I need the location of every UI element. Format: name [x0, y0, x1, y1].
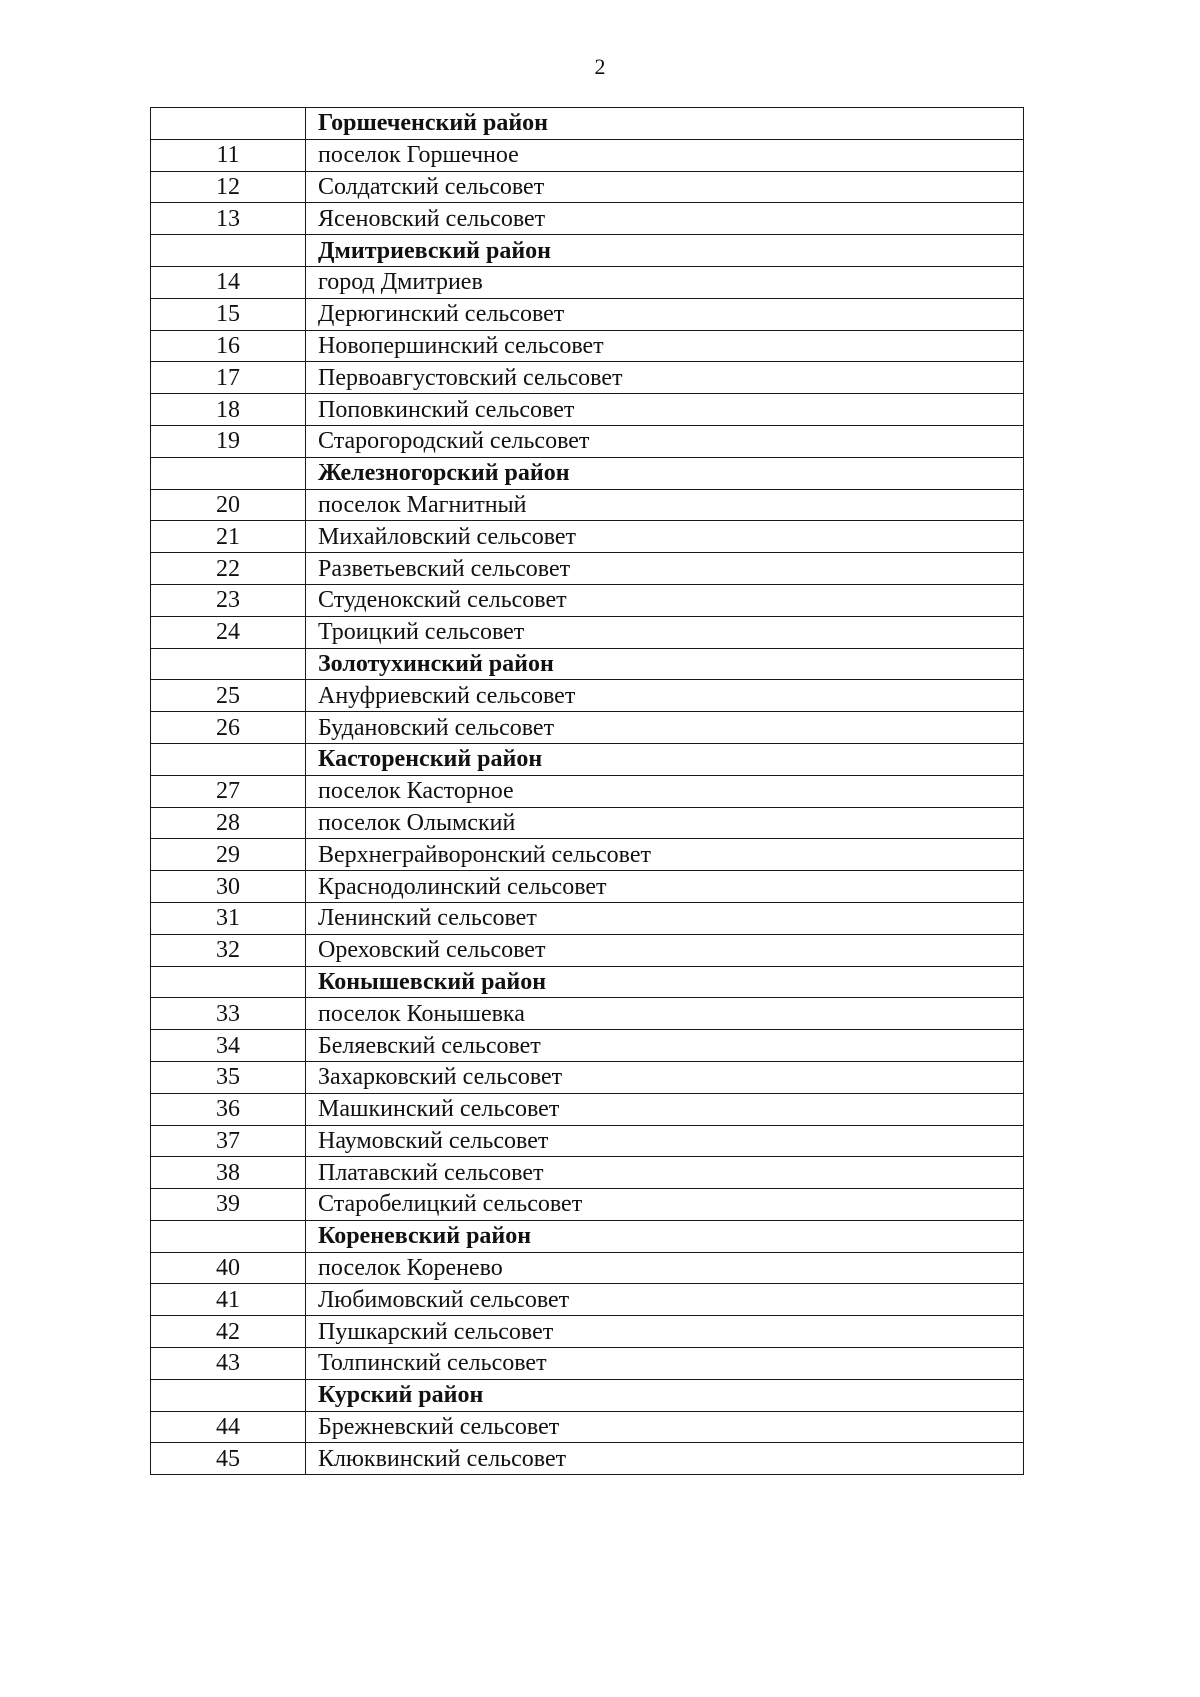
row-number: 30: [151, 871, 306, 903]
row-number: 21: [151, 521, 306, 553]
row-number: 16: [151, 330, 306, 362]
row-number: 11: [151, 139, 306, 171]
table-row: [151, 839, 1024, 871]
table-row: [151, 139, 1024, 171]
row-number: 44: [151, 1411, 306, 1443]
table-row: [151, 521, 1024, 553]
municipality-name: поселок Магнитный: [306, 489, 1024, 521]
row-number: 36: [151, 1093, 306, 1125]
municipality-name: Машкинский сельсовет: [306, 1093, 1024, 1125]
municipality-name: поселок Касторное: [306, 775, 1024, 807]
row-number: 34: [151, 1030, 306, 1062]
row-number: [151, 1220, 306, 1252]
table-row: [151, 171, 1024, 203]
municipality-name: Первоавгустовский сельсовет: [306, 362, 1024, 394]
municipality-name: Михайловский сельсовет: [306, 521, 1024, 553]
municipality-name: Старогородский сельсовет: [306, 425, 1024, 457]
district-header-row: [151, 235, 1024, 267]
municipality-name: Клюквинский сельсовет: [306, 1443, 1024, 1475]
row-number: 27: [151, 775, 306, 807]
table-row: [151, 1093, 1024, 1125]
row-number: 32: [151, 934, 306, 966]
table-row: [151, 362, 1024, 394]
district-name: Золотухинский район: [306, 648, 1024, 680]
row-number: 40: [151, 1252, 306, 1284]
row-number: 35: [151, 1061, 306, 1093]
district-header-row: [151, 966, 1024, 998]
municipality-name: Ясеновский сельсовет: [306, 203, 1024, 235]
table-row: [151, 489, 1024, 521]
row-number: 26: [151, 712, 306, 744]
municipality-name: Ленинский сельсовет: [306, 902, 1024, 934]
municipality-name: Троицкий сельсовет: [306, 616, 1024, 648]
row-number: 42: [151, 1316, 306, 1348]
table-row: [151, 1411, 1024, 1443]
municipality-name: Платавский сельсовет: [306, 1157, 1024, 1189]
table-row: [151, 1125, 1024, 1157]
row-number: 28: [151, 807, 306, 839]
table-row: [151, 330, 1024, 362]
row-number: 31: [151, 902, 306, 934]
municipality-name: поселок Олымский: [306, 807, 1024, 839]
row-number: 19: [151, 425, 306, 457]
row-number: 39: [151, 1189, 306, 1221]
row-number: [151, 966, 306, 998]
row-number: [151, 235, 306, 267]
district-name: Кореневский район: [306, 1220, 1024, 1252]
row-number: 29: [151, 839, 306, 871]
row-number: 37: [151, 1125, 306, 1157]
row-number: 41: [151, 1284, 306, 1316]
municipality-name: Солдатский сельсовет: [306, 171, 1024, 203]
municipality-name: Верхнеграйворонский сельсовет: [306, 839, 1024, 871]
row-number: 45: [151, 1443, 306, 1475]
district-header-row: [151, 743, 1024, 775]
district-name: Конышевский район: [306, 966, 1024, 998]
district-name: Дмитриевский район: [306, 235, 1024, 267]
table-row: [151, 1030, 1024, 1062]
municipality-name: Ореховский сельсовет: [306, 934, 1024, 966]
table-body: [151, 108, 1024, 1475]
row-number: [151, 108, 306, 140]
row-number: [151, 1379, 306, 1411]
municipality-name: Толпинский сельсовет: [306, 1348, 1024, 1380]
district-name: Железногорский район: [306, 457, 1024, 489]
page-number: 2: [594, 54, 606, 79]
row-number: [151, 743, 306, 775]
district-header-row: [151, 1220, 1024, 1252]
district-name: Курский район: [306, 1379, 1024, 1411]
municipality-name: Новопершинский сельсовет: [306, 330, 1024, 362]
row-number: 12: [151, 171, 306, 203]
row-number: 24: [151, 616, 306, 648]
row-number: [151, 457, 306, 489]
table-row: [151, 998, 1024, 1030]
table-row: [151, 298, 1024, 330]
municipality-name: поселок Горшечное: [306, 139, 1024, 171]
municipality-name: город Дмитриев: [306, 266, 1024, 298]
row-number: 33: [151, 998, 306, 1030]
table-row: [151, 203, 1024, 235]
row-number: 25: [151, 680, 306, 712]
municipality-name: Наумовский сельсовет: [306, 1125, 1024, 1157]
municipality-name: Поповкинский сельсовет: [306, 394, 1024, 426]
row-number: 38: [151, 1157, 306, 1189]
table-row: [151, 584, 1024, 616]
municipality-name: Пушкарский сельсовет: [306, 1316, 1024, 1348]
table-row: [151, 1316, 1024, 1348]
district-header-row: [151, 648, 1024, 680]
table-row: [151, 553, 1024, 585]
row-number: 14: [151, 266, 306, 298]
table-row: [151, 1348, 1024, 1380]
table-row: [151, 712, 1024, 744]
district-header-row: [151, 457, 1024, 489]
table-row: [151, 871, 1024, 903]
table-row: [151, 1157, 1024, 1189]
municipality-name: поселок Конышевка: [306, 998, 1024, 1030]
table-row: [151, 616, 1024, 648]
row-number: 23: [151, 584, 306, 616]
table-row: [151, 902, 1024, 934]
table-row: [151, 1189, 1024, 1221]
municipality-name: Ануфриевский сельсовет: [306, 680, 1024, 712]
district-name: Горшеченский район: [306, 108, 1024, 140]
table-row: [151, 425, 1024, 457]
municipality-name: Старобелицкий сельсовет: [306, 1189, 1024, 1221]
municipality-name: Захарковский сельсовет: [306, 1061, 1024, 1093]
table-row: [151, 807, 1024, 839]
municipality-name: Беляевский сельсовет: [306, 1030, 1024, 1062]
row-number: [151, 648, 306, 680]
row-number: 43: [151, 1348, 306, 1380]
row-number: 13: [151, 203, 306, 235]
table-row: [151, 394, 1024, 426]
table-row: [151, 266, 1024, 298]
municipality-name: Студенокский сельсовет: [306, 584, 1024, 616]
municipality-name: Любимовский сельсовет: [306, 1284, 1024, 1316]
row-number: 17: [151, 362, 306, 394]
municipality-name: Будановский сельсовет: [306, 712, 1024, 744]
table-row: [151, 680, 1024, 712]
row-number: 22: [151, 553, 306, 585]
district-name: Касторенский район: [306, 743, 1024, 775]
table-row: [151, 1284, 1024, 1316]
municipality-name: Разветьевский сельсовет: [306, 553, 1024, 585]
municipality-name: поселок Коренево: [306, 1252, 1024, 1284]
municipality-table: [150, 107, 1024, 1475]
row-number: 20: [151, 489, 306, 521]
municipality-name: Брежневский сельсовет: [306, 1411, 1024, 1443]
municipality-name: Краснодолинский сельсовет: [306, 871, 1024, 903]
table-row: [151, 775, 1024, 807]
district-header-row: [151, 1379, 1024, 1411]
row-number: 15: [151, 298, 306, 330]
row-number: 18: [151, 394, 306, 426]
table-row: [151, 934, 1024, 966]
district-header-row: [151, 108, 1024, 140]
table-row: [151, 1252, 1024, 1284]
municipality-name: Дерюгинский сельсовет: [306, 298, 1024, 330]
table-row: [151, 1061, 1024, 1093]
table-row: [151, 1443, 1024, 1475]
